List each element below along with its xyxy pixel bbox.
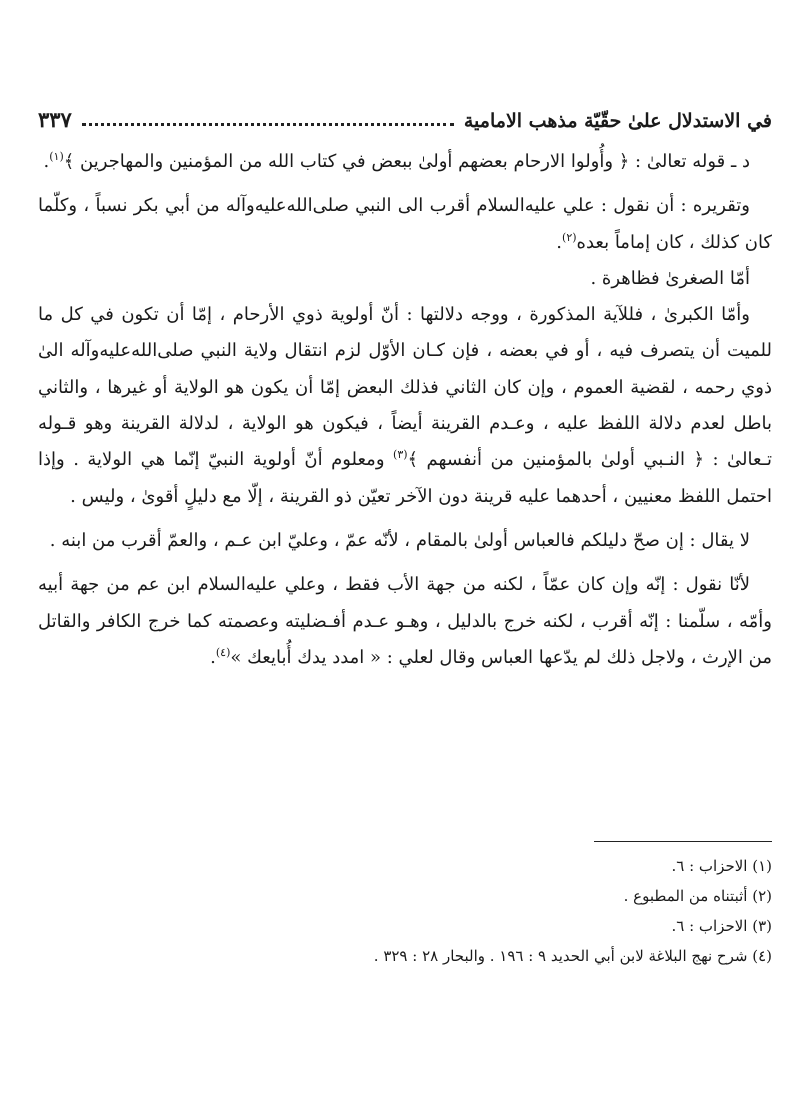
text-line: لعلي : « امدد يدك أُبايعك »	[230, 646, 434, 668]
text-line: انتقال ولاية النبي صلى‌الله‌عليه‌وآله الىٰ ذوي رحمه ، لقضية العموم ، وإن كان الثاني فذلك البعض	[38, 340, 772, 398]
footnote-ref: (٣)	[393, 448, 408, 462]
page-number: ٣٣٧	[38, 107, 72, 132]
text-line: إمّا أن تكون في كل ما للميت أن يتصرف فيه ، أو في بعضه ، فإن كـان الأوّل لزم	[38, 304, 772, 362]
text-line: وعصمته كما خرج الكافر والقاتل من الإرث ، ولاجل ذلك لم يدّعها العباس وقال	[38, 610, 772, 668]
footnote-item: (٢) أثبتناه من المطبوع .	[623, 887, 772, 905]
text-line: لا يقال : إن صحّ دليلكم فالعباس أولىٰ بالمقام ، لأنّه عمّ ، وعليّ ابن عـم ،	[212, 529, 750, 551]
text-line: والمهاجرين ﴾	[63, 151, 164, 172]
text-line: معنيين ، أحدهما عليه قرينة دون الآخر تعيّن ذو القرينة ، إلّا مع دليلٍ أقوىٰ ، وليس .	[70, 485, 673, 507]
text-line: وتقريره : أن نقول : علي عليه‌السلام أقرب الى النبي صلى‌الله‌عليه‌وآله من أبي بكر نسباً ، وكلّما	[38, 195, 750, 217]
paragraph-verse-d	[38, 144, 772, 180]
paragraph-argument	[38, 188, 772, 261]
text-line: أمّا الصغرىٰ فظاهرة .	[590, 267, 750, 289]
footnotes	[38, 851, 772, 971]
text-line: وأمّا الكبرىٰ ، فللآية المذكورة ، ووجه دلالتها : أنّ أولوية ذوي الأرحام ،	[219, 304, 750, 326]
header-leader-dots	[82, 121, 454, 126]
text-line: من جهة أبيه وأمّه ، سلّمنا : إنّه أقرب ، لكنه خرج بالدليل ، وهـو عـدم أفـضليته	[38, 574, 772, 632]
text-line: د ـ قوله تعالىٰ : ﴿ وأُولوا الارحام بعضهم أولىٰ ببعض في كتاب الله من المؤمنين	[168, 151, 750, 172]
footnote-ref: (٢)	[562, 230, 577, 244]
footnote-divider	[594, 841, 772, 842]
body-text	[38, 144, 772, 676]
paragraph-reply	[38, 567, 772, 676]
footnote-item: (١) الاحزاب : ٦.	[671, 857, 772, 875]
text-line: والعمّ أقرب من ابنه .	[49, 529, 208, 551]
footnote-item: (٤) شرح نهج البلاغة لابن أبي الحديد ٩ : ١٩٦ . والبحار ٢٨ : ٣٢٩ .	[373, 947, 772, 965]
text-line: ومعلوم أنّ أولوية النبيّ إنّما هي الولاية . وإذا احتمل اللفظ	[38, 449, 772, 507]
running-title: في الاستدلال علىٰ حقّيّة مذهب الامامية	[463, 110, 772, 132]
page-header	[38, 98, 772, 132]
text-line: .	[556, 231, 563, 253]
footnote-item: (٣) الاحزاب : ٦.	[671, 917, 772, 935]
paragraph-objection	[38, 523, 772, 559]
footnote-ref: (١)	[49, 150, 64, 163]
text-line: لأنّا نقول : إنّه وإن كان عمّاً ، لكنه من جهة الأب فقط ، وعلي عليه‌السلام ابن عم	[136, 574, 750, 596]
footnote-ref: (٤)	[215, 645, 231, 659]
paragraph-minor-premise	[38, 261, 772, 297]
text-line: القرينة أيضاً ، فيكون هو الولاية ، لدلالة القرينة وهو قـوله تـعالىٰ : ﴿ النـبي أولىٰ	[38, 413, 772, 471]
text-line: .	[210, 646, 216, 668]
book-page	[38, 0, 772, 1106]
text-line: بالمؤمنين من أنفسهم ﴾	[407, 449, 593, 471]
text-line: إمّا أن يكون هو الولاية أو غيرها ، والثاني باطل لعدم دلالة اللفظ عليه ، وعـدم	[38, 376, 772, 435]
text-line: .	[43, 151, 50, 172]
text-line: كان كذلك ، كان إماماً بعده	[576, 231, 772, 253]
paragraph-major-premise	[38, 297, 772, 515]
